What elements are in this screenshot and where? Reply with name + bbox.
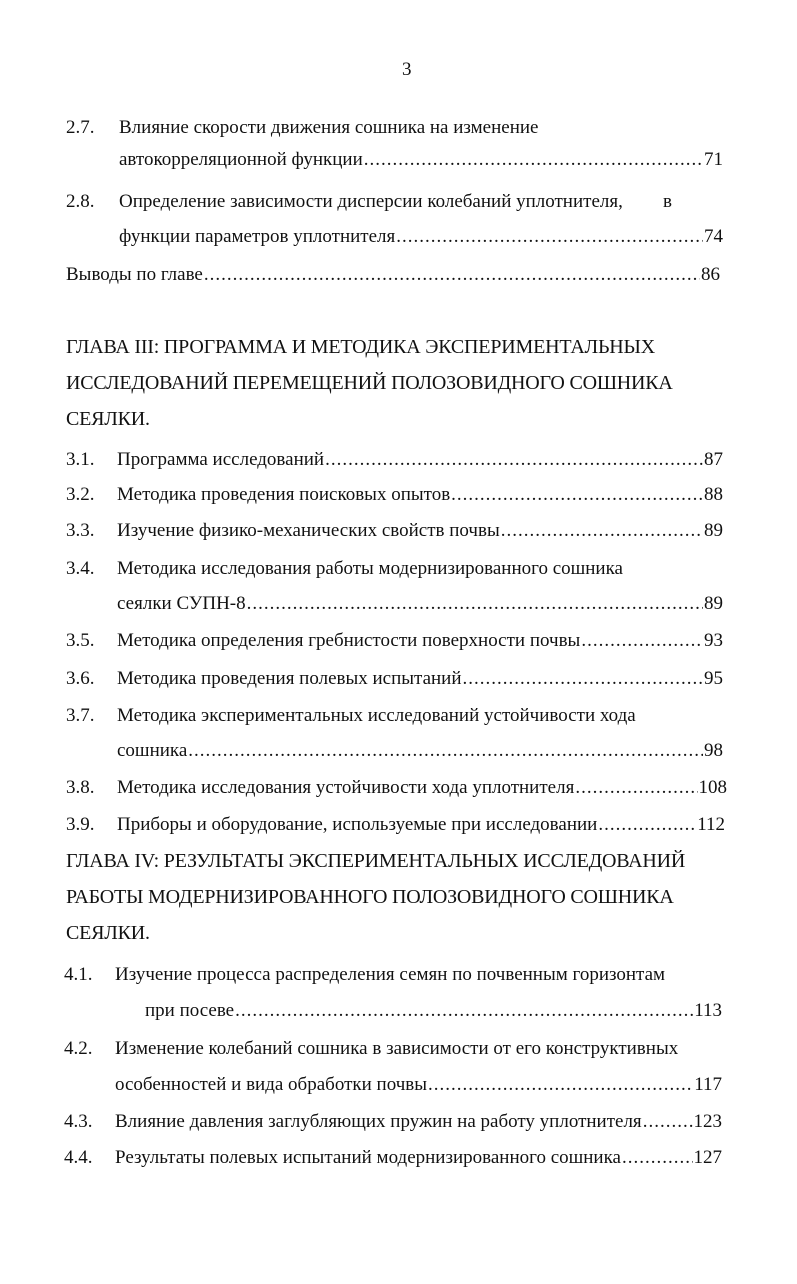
chapter-3-heading-line3: СЕЯЛКИ. xyxy=(66,408,150,430)
toc-page-4-2: 117 xyxy=(694,1074,722,1095)
toc-title-3-2: Методика проведения поисковых опытов xyxy=(117,484,451,505)
toc-page-3-3: 89 xyxy=(704,520,723,541)
toc-page-3-2: 88 xyxy=(704,484,723,505)
dot-leader xyxy=(501,521,703,540)
toc-title-3-1: Программа исследований xyxy=(117,449,325,470)
dot-leader xyxy=(235,1001,693,1020)
toc-number-4-4: 4.4. xyxy=(64,1147,93,1168)
dot-leader xyxy=(581,631,703,650)
toc-entry-2-8 xyxy=(119,227,723,251)
toc-entry-4-4 xyxy=(115,1148,722,1172)
toc-number-3-4: 3.4. xyxy=(66,558,95,579)
toc-entry-2-7 xyxy=(119,150,723,174)
toc-number-3-6: 3.6. xyxy=(66,668,95,689)
dot-leader xyxy=(643,1112,693,1131)
toc-page-4-1: 113 xyxy=(694,1000,722,1021)
toc-entry-3-3 xyxy=(117,521,723,545)
toc-title-2-7-cont: автокорреляционной функции xyxy=(119,149,363,170)
toc-title-3-5: Методика определения гребнистости поверхности почвы xyxy=(117,630,581,651)
toc-number-3-8: 3.8. xyxy=(66,777,95,798)
page-number: 3 xyxy=(402,59,412,80)
toc-number-4-2: 4.2. xyxy=(64,1038,93,1059)
toc-title-2-8-cont: функции параметров уплотнителя xyxy=(119,226,396,247)
dot-leader xyxy=(364,150,703,169)
toc-title-4-1: Изучение процесса распределения семян по почвенным горизонтам xyxy=(115,964,666,985)
toc-number-2-7: 2.7. xyxy=(66,117,95,138)
toc-number-3-5: 3.5. xyxy=(66,630,95,651)
toc-entry-3-9 xyxy=(117,815,725,839)
toc-title-3-8: Методика исследования устойчивости хода уплотнителя xyxy=(117,777,575,798)
toc-title-4-4: Результаты полевых испытаний модернизированного сошника xyxy=(115,1147,621,1168)
toc-page-3-1: 87 xyxy=(704,449,723,470)
toc-entry-3-2 xyxy=(117,485,723,509)
toc-title-2-8: Определение зависимости дисперсии колебаний уплотнителя, xyxy=(119,191,623,212)
toc-entry-3-5 xyxy=(117,631,723,655)
toc-page-3-5: 93 xyxy=(704,630,723,651)
toc-number-3-2: 3.2. xyxy=(66,484,95,505)
toc-entry-4-1 xyxy=(145,1001,722,1025)
toc-number-3-3: 3.3. xyxy=(66,520,95,541)
chapter-4-heading-line1: ГЛАВА IV: РЕЗУЛЬТАТЫ ЭКСПЕРИМЕНТАЛЬНЫХ ИССЛЕДОВАНИЙ xyxy=(66,850,686,872)
toc-page-4-4: 127 xyxy=(693,1147,722,1168)
toc-title-2-8-tail: в xyxy=(663,191,672,212)
toc-title-3-3: Изучение физико-механических свойств почвы xyxy=(117,520,500,541)
toc-title-3-7-cont: сошника xyxy=(117,740,188,761)
dot-leader xyxy=(428,1075,693,1094)
toc-title-4-1-cont: при посеве xyxy=(145,1000,235,1021)
chapter-4-heading-line3: СЕЯЛКИ. xyxy=(66,922,150,944)
dot-leader xyxy=(188,741,703,760)
dot-leader xyxy=(598,815,696,834)
toc-page-4-3: 123 xyxy=(693,1111,722,1132)
toc-entry-3-1 xyxy=(117,450,723,474)
toc-page-3-7: 98 xyxy=(704,740,723,761)
toc-page-3-4: 89 xyxy=(704,593,723,614)
toc-title-4-3: Влияние давления заглубляющих пружин на работу уплотнителя xyxy=(115,1111,642,1132)
toc-title-3-7: Методика экспериментальных исследований устойчивости хода xyxy=(117,705,636,726)
toc-entry-3-4 xyxy=(117,594,723,618)
toc-entry-conclusions xyxy=(66,265,720,289)
toc-number-3-9: 3.9. xyxy=(66,814,95,835)
chapter-4-heading-line2: РАБОТЫ МОДЕРНИЗИРОВАННОГО ПОЛОЗОВИДНОГО СОШНИКА xyxy=(66,886,674,908)
toc-page-conclusions: 86 xyxy=(701,264,720,285)
toc-entry-3-6 xyxy=(117,669,723,693)
toc-entry-4-2 xyxy=(115,1075,722,1099)
toc-title-3-4-cont: сеялки СУПН-8 xyxy=(117,593,246,614)
toc-page-3-8: 108 xyxy=(698,777,727,798)
toc-number-2-8: 2.8. xyxy=(66,191,95,212)
toc-title-2-7: Влияние скорости движения сошника на изменение xyxy=(119,117,539,138)
toc-entry-3-7 xyxy=(117,741,723,765)
dot-leader xyxy=(247,594,703,613)
toc-page-2-8: 74 xyxy=(704,226,723,247)
dot-leader xyxy=(622,1148,693,1167)
toc-title-3-9: Приборы и оборудование, используемые при исследовании xyxy=(117,814,598,835)
toc-number-3-1: 3.1. xyxy=(66,449,95,470)
toc-entry-3-8 xyxy=(117,778,727,802)
dot-leader xyxy=(396,227,703,246)
toc-title-3-6: Методика проведения полевых испытаний xyxy=(117,668,462,689)
toc-title-4-2-cont: особенностей и вида обработки почвы xyxy=(115,1074,427,1095)
toc-title-4-2: Изменение колебаний сошника в зависимости от его конструктивных xyxy=(115,1038,679,1059)
dot-leader xyxy=(451,485,703,504)
toc-page-3-9: 112 xyxy=(697,814,725,835)
toc-page-3-6: 95 xyxy=(704,668,723,689)
toc-number-4-1: 4.1. xyxy=(64,964,93,985)
chapter-3-heading-line1: ГЛАВА III: ПРОГРАММА И МЕТОДИКА ЭКСПЕРИМЕНТАЛЬНЫХ xyxy=(66,336,655,358)
toc-title-3-4: Методика исследования работы модернизированного сошника xyxy=(117,558,623,579)
chapter-3-heading-line2: ИССЛЕДОВАНИЙ ПЕРЕМЕЩЕНИЙ ПОЛОЗОВИДНОГО СОШНИКА xyxy=(66,372,673,394)
toc-entry-4-3 xyxy=(115,1112,722,1136)
dot-leader xyxy=(463,669,703,688)
dot-leader xyxy=(325,450,703,469)
dot-leader xyxy=(204,265,700,284)
toc-number-3-7: 3.7. xyxy=(66,705,95,726)
toc-number-4-3: 4.3. xyxy=(64,1111,93,1132)
dot-leader xyxy=(575,778,697,797)
toc-page-2-7: 71 xyxy=(704,149,723,170)
toc-title-conclusions: Выводы по главе xyxy=(66,264,203,285)
